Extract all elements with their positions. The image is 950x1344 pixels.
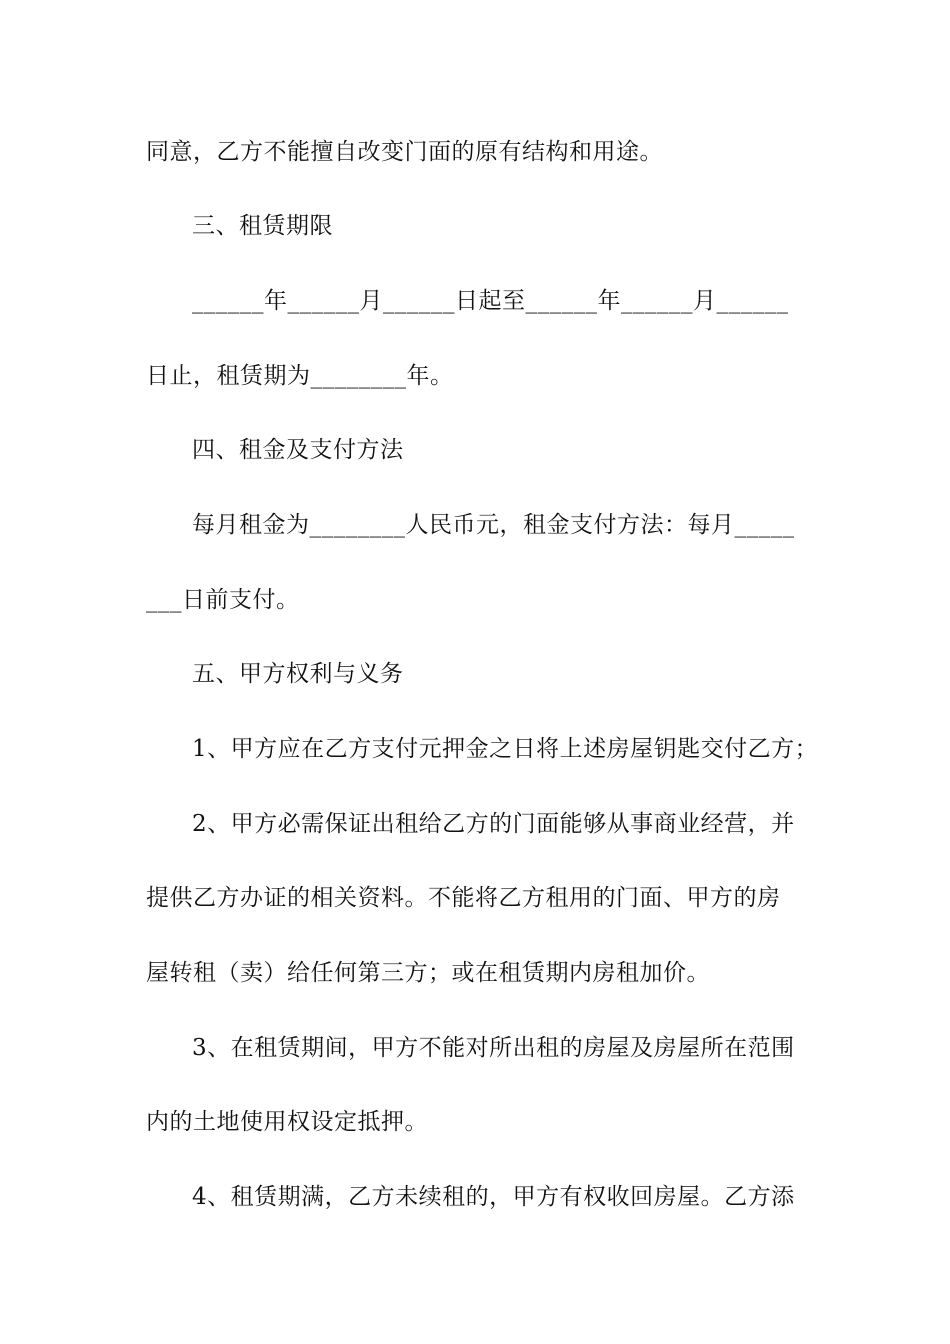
section-heading-3: 三、租赁期限 (192, 213, 333, 239)
text-line-lease-period: 日止，租赁期为________年。 (146, 363, 454, 389)
section-heading-4: 四、租金及支付方法 (192, 437, 404, 463)
text-line-payment-day: ___日前支付。 (146, 587, 300, 613)
clause-2-line-1: 2、甲方必需保证出租给乙方的门面能够从事商业经营，并 (192, 811, 795, 837)
section-heading-5: 五、甲方权利与义务 (192, 661, 404, 687)
clause-4-line-1: 4、租赁期满，乙方未续租的，甲方有权收回房屋。乙方添 (192, 1184, 795, 1210)
text-line-1: 同意，乙方不能擅自改变门面的原有结构和用途。 (146, 139, 663, 165)
clause-3-line-2: 内的土地使用权设定抵押。 (146, 1109, 428, 1135)
clause-1: 1、甲方应在乙方支付元押金之日将上述房屋钥匙交付乙方； (192, 736, 819, 762)
text-line-lease-dates: ______年______月______日起至______年______月______ (192, 288, 789, 314)
clause-3-line-1: 3、在租赁期间，甲方不能对所出租的房屋及房屋所在范围 (192, 1035, 795, 1061)
clause-2-line-2: 提供乙方办证的相关资料。不能将乙方租用的门面、甲方的房 (146, 885, 781, 911)
text-line-rent: 每月租金为________人民币元，租金支付方法：每月_____ (192, 512, 795, 538)
clause-2-line-3: 屋转租（卖）给任何第三方；或在租赁期内房租加价。 (146, 960, 710, 986)
